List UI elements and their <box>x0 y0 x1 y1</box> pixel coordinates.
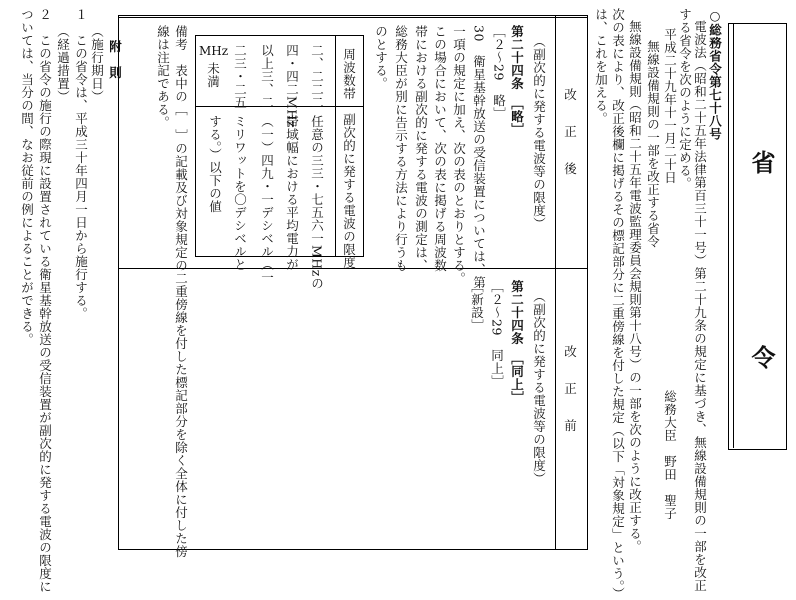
amendment-title: 無線設備規則の一部を改正する省令 <box>645 40 661 248</box>
preamble-line-2: する省令を次のように定める。 <box>677 8 693 190</box>
after-omitted: ［２～29 略］ <box>491 25 507 120</box>
after-para30-3: この場合において、次の表に掲げる周波数 <box>432 25 448 272</box>
after-para30-1: 30 衛星基幹放送の受信装置については、第 <box>471 25 487 289</box>
title-char-2: 令 <box>747 345 776 369</box>
before-article: 第二十四条 ［同上］ <box>509 280 525 404</box>
title-sidebar <box>728 23 787 450</box>
freq-band-below: 未満 <box>205 62 221 88</box>
preamble-line-7: 次の表により、改正後欄に掲げるその標記部分に二重傍線を付した規定（以下「対象規定」という。） <box>610 8 626 600</box>
effective-date-heading: （施行期日） <box>89 25 105 103</box>
limit-line-4: ミリワットを〇デシベルと <box>232 115 248 271</box>
effective-date-text: １ この省令は、平成三十年四月一日から施行する。 <box>73 8 89 320</box>
table-top-rule <box>118 15 587 16</box>
header-after: 改 正 後 <box>562 88 578 181</box>
after-para30-4: 帯における副次的に発する電波の測定は、 <box>413 25 429 272</box>
table-left-border <box>118 15 119 550</box>
preamble-line-8: は、これを加える。 <box>593 8 609 125</box>
title-char-1: 省 <box>747 150 776 174</box>
inner-head-left: 周波数帯 <box>341 48 357 100</box>
freq-band-line-1: 二、二二二 <box>309 44 325 109</box>
after-article: 第二十四条 ［略］ <box>509 25 525 136</box>
after-para30-2: 一項の規定に加え、次の表のとおりとする。 <box>451 25 467 285</box>
freq-band-unit: MHz <box>199 44 229 58</box>
inner-header-divider <box>335 35 336 256</box>
freq-band-line-3: 以上三、二 <box>259 44 275 109</box>
after-para30-5: 総務大臣が別に告示する方法により行うも <box>393 25 409 272</box>
transitional-heading: （経過措置） <box>55 25 71 103</box>
after-para30-6: のとする。 <box>373 25 389 90</box>
limit-line-1: 任意の三三・七五六一MHzの <box>309 115 325 290</box>
table-note-2: 線は注記である。 <box>155 25 171 129</box>
preamble-line-6: 無線設備規則（昭和二十五年電波監理委員会規則第十八号）の一部を次のように改正する。 <box>627 20 643 553</box>
limit-line-5: する。）以下の値 <box>207 115 223 213</box>
transitional-text-2: ついては、当分の間、なお従前の例によることができる。 <box>19 8 35 346</box>
title-double-rule <box>733 23 734 448</box>
freq-band-line-2: 四・四二MHz <box>284 44 300 128</box>
supplementary-title: 附 則 <box>107 40 123 79</box>
minister-name: 総務大臣 野田 聖子 <box>662 390 678 520</box>
after-heading: （副次的に発する電波等の限度） <box>531 35 547 230</box>
limit-line-2: 帯域幅における平均電力が <box>284 115 300 271</box>
header-before: 改 正 前 <box>562 345 578 438</box>
before-new: ［新設］ <box>469 280 485 332</box>
transitional-text-1: ２ この省令の施行の際現に設置されている衛星基幹放送の受信装置が副次的に発する電波の限度に <box>37 8 53 593</box>
ordinance-number: ○総務省令第七十八号 <box>707 8 723 141</box>
freq-band-line-4: 二三・二五 <box>232 44 248 109</box>
before-unchanged: ［２～29 同上］ <box>489 280 505 388</box>
preamble-line-1: 電波法（昭和二十五年法律第百三十一号）第二十九条の規定に基づき、無線設備規則の一部を改正 <box>692 20 708 592</box>
table-right-border <box>587 15 588 550</box>
inner-column-divider <box>195 106 363 107</box>
table-note-1: 備考 表中の［ ］の記載及び対象規定の二重傍線を付した標記部分を除く全体に付した傍 <box>173 25 189 558</box>
promulgation-date: 平成二十九年十一月二十日 <box>662 28 678 184</box>
before-heading: （副次的に発する電波等の限度） <box>531 290 547 485</box>
table-top-rule-inner <box>118 17 587 18</box>
inner-head-right: 副次的に発する電波の限度 <box>341 113 357 269</box>
table-header-divider <box>555 15 556 550</box>
limit-line-3: （一）四九・一デシベル（一 <box>259 115 275 284</box>
